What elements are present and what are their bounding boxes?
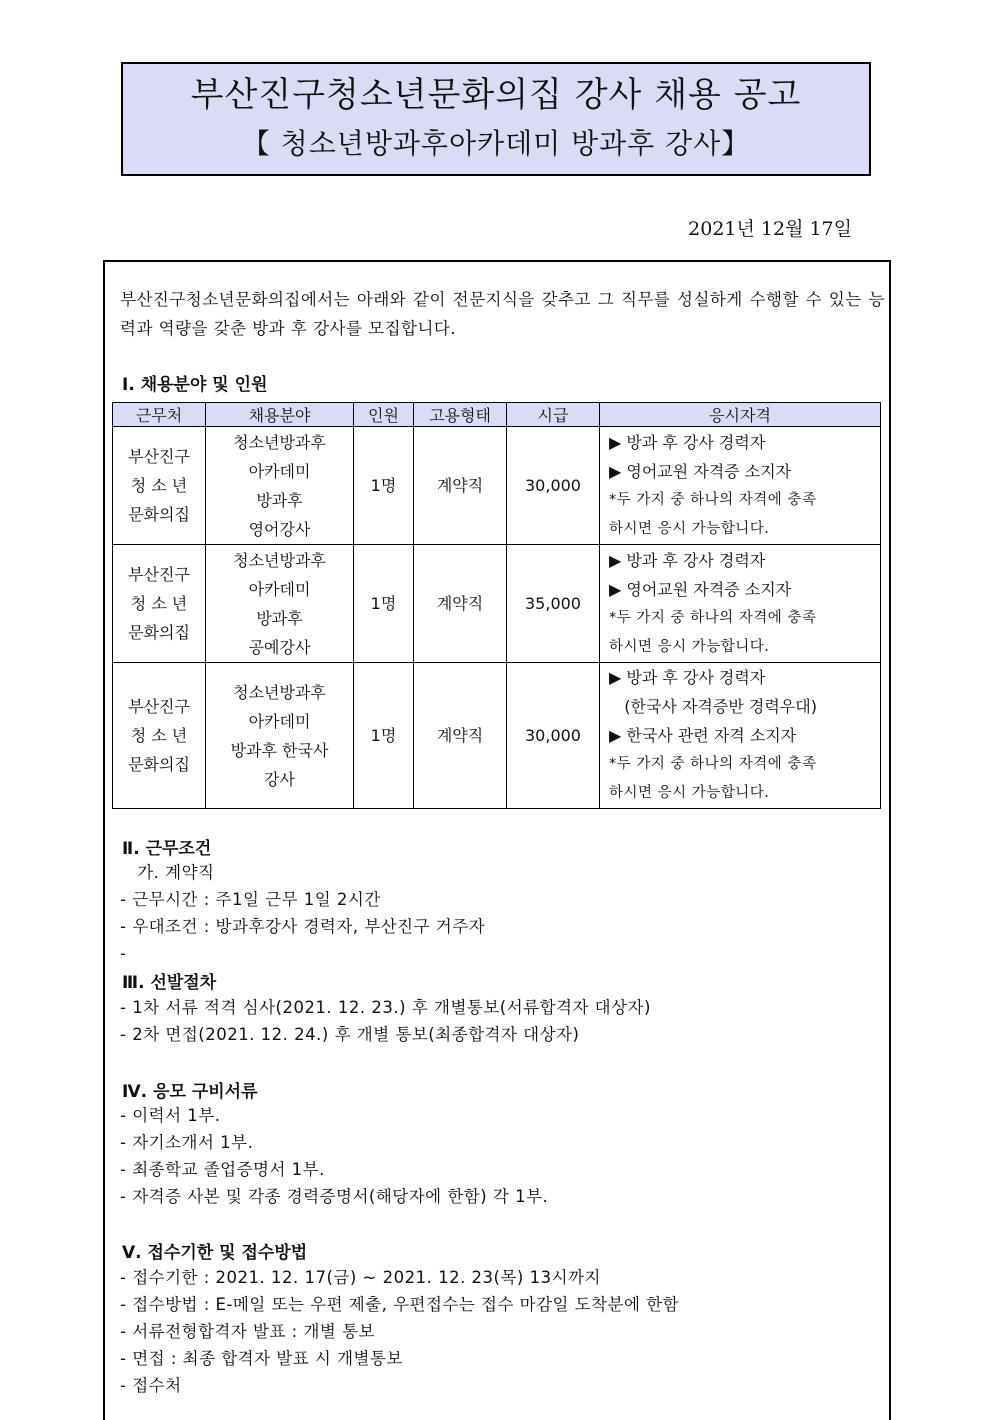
list-item: - 자기소개서 1부. (120, 1133, 254, 1152)
table-header-row (113, 403, 881, 427)
list-item: - 2차 면접(2021. 12. 24.) 후 개별 통보(최종합격자 대상자) (120, 1025, 580, 1044)
list-item: - 접수기한 : 2021. 12. 17(금) ~ 2021. 12. 23(목) 13시까지 (120, 1268, 601, 1287)
type-cell: 계약직 (414, 545, 507, 663)
section4-list (120, 1102, 548, 1210)
list-item: - 최종학교 졸업증명서 1부. (120, 1160, 325, 1179)
notice-date: 2021년 12월 17일 (688, 218, 852, 240)
wage-cell: 30,000 (507, 663, 600, 809)
table-row (113, 663, 881, 809)
intro-text: 부산진구청소년문화의집에서는 아래와 같이 전문지식을 갖추고 그 직무를 성실하게 수행할 수 있는 능력과 역량을 갖춘 방과 후 강사를 모집합니다. (120, 290, 885, 338)
list-item: - 서류전형합격자 발표 : 개별 통보 (120, 1322, 375, 1341)
section5-list (120, 1264, 679, 1399)
list-item: - 자격증 사본 및 각종 경력증명서(해당자에 한함) 각 1부. (120, 1187, 549, 1206)
title-box (121, 62, 871, 176)
recruit-table (112, 402, 881, 809)
section5-heading: Ⅴ. 접수기한 및 접수방법 (122, 1243, 308, 1263)
col-header: 시급 (507, 403, 600, 427)
count-cell: 1명 (354, 663, 414, 809)
table-row (113, 545, 881, 663)
qualification-cell: ▶ 방과 후 강사 경력자 (한국사 자격증반 경력우대) ▶ 한국사 관련 자격 소지자 *두 가지 중 하나의 자격에 충족 하시면 응시 가능합니다. (600, 663, 881, 809)
table-row (113, 427, 881, 545)
list-item: 가. 계약직 (120, 863, 215, 882)
list-item: - 1차 서류 적격 심사(2021. 12. 23.) 후 개별통보(서류합격자 대상자) (120, 998, 651, 1017)
list-item: - (120, 944, 127, 963)
count-cell: 1명 (354, 427, 414, 545)
list-item: - 이력서 1부. (120, 1106, 221, 1125)
qualification-cell: ▶ 방과 후 강사 경력자 ▶ 영어교원 자격증 소지자 *두 가지 중 하나의 자격에 충족 하시면 응시 가능합니다. (600, 545, 881, 663)
place-cell: 부산진구 청 소 년 문화의집 (113, 663, 206, 809)
section3-list (120, 994, 651, 1048)
page-subtitle: 【 청소년방과후아카데미 방과후 강사】 (241, 127, 751, 160)
wage-cell: 30,000 (507, 427, 600, 545)
list-item: - 우대조건 : 방과후강사 경력자, 부산진구 거주자 (120, 917, 486, 936)
count-cell: 1명 (354, 545, 414, 663)
section3-heading: Ⅲ. 선발절차 (122, 973, 217, 993)
wage-cell: 35,000 (507, 545, 600, 663)
type-cell: 계약직 (414, 427, 507, 545)
field-cell: 청소년방과후 아카데미 방과후 영어강사 (206, 427, 354, 545)
list-item: - 면접 : 최종 합격자 발표 시 개별통보 (120, 1349, 403, 1368)
col-header: 채용분야 (206, 403, 354, 427)
place-cell: 부산진구 청 소 년 문화의집 (113, 545, 206, 663)
col-header: 고용형태 (414, 403, 507, 427)
section2-heading: Ⅱ. 근무조건 (122, 839, 212, 859)
section1-heading: Ⅰ. 채용분야 및 인원 (122, 375, 268, 395)
type-cell: 계약직 (414, 663, 507, 809)
place-cell: 부산진구 청 소 년 문화의집 (113, 427, 206, 545)
col-header: 근무처 (113, 403, 206, 427)
field-cell: 청소년방과후 아카데미 방과후 공예강사 (206, 545, 354, 663)
col-header: 응시자격 (600, 403, 881, 427)
field-cell: 청소년방과후 아카데미 방과후 한국사 강사 (206, 663, 354, 809)
col-header: 인원 (354, 403, 414, 427)
list-item: - 접수처 (120, 1376, 182, 1395)
section2-list (120, 859, 485, 967)
list-item: - 접수방법 : E-메일 또는 우편 제출, 우편접수는 접수 마감일 도착분에 한함 (120, 1295, 680, 1314)
section4-heading: Ⅳ. 응모 구비서류 (122, 1082, 258, 1102)
list-item: - 근무시간 : 주1일 근무 1일 2시간 (120, 890, 381, 909)
qualification-cell: ▶ 방과 후 강사 경력자 ▶ 영어교원 자격증 소지자 *두 가지 중 하나의 자격에 충족 하시면 응시 가능합니다. (600, 427, 881, 545)
page-title: 부산진구청소년문화의집 강사 채용 공고 (190, 75, 802, 115)
